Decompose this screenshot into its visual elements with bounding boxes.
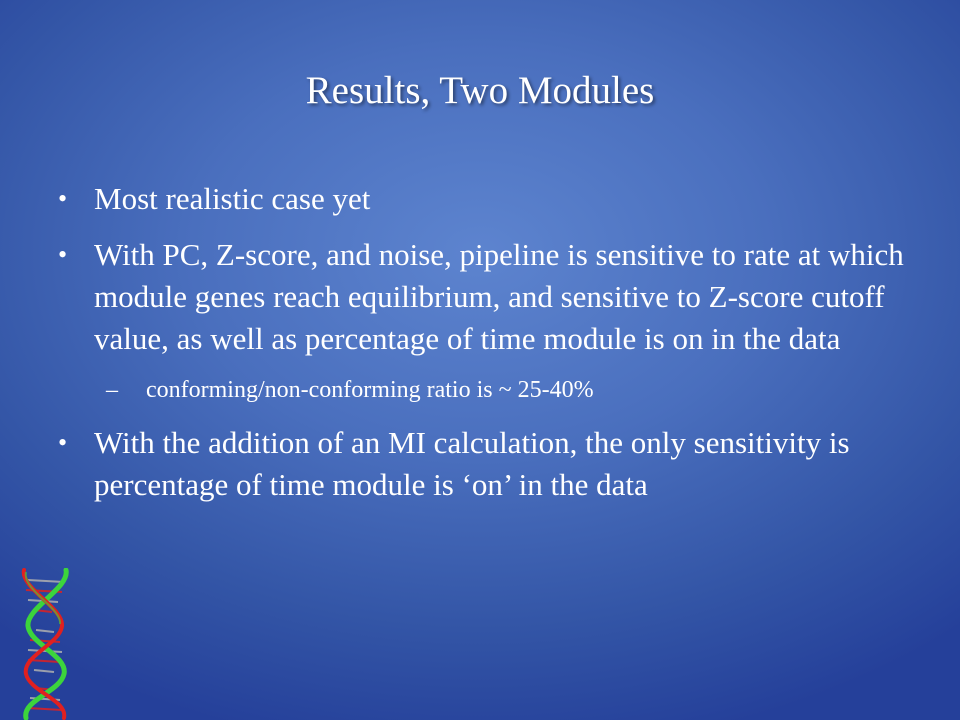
bullet-item <box>58 178 948 220</box>
bullet-item <box>58 422 948 506</box>
bullet-dot: • <box>58 428 68 457</box>
bullet-item <box>58 234 948 360</box>
slide-title: Results, Two Modules <box>305 69 655 112</box>
bullet-dot: • <box>58 184 68 213</box>
sub-bullet-text: conforming/non-conforming ratio is ~ 25-40% <box>146 377 594 403</box>
bullet-text: With the addition of an MI calculation, the only sensitivity is percentage of time module is ‘on’ in the data <box>94 425 850 502</box>
sub-bullet-item <box>58 374 948 406</box>
bullet-text: Most realistic case yet <box>94 181 371 216</box>
dna-helix-icon <box>6 568 86 720</box>
bullet-dot: • <box>58 240 68 269</box>
slide-body <box>58 178 948 520</box>
sub-bullet-dash: – <box>106 377 118 403</box>
bullet-text: With PC, Z-score, and noise, pipeline is sensitive to rate at which module genes reach equilibrium, and sensitive to Z-score cutoff value, as well as percentage of time module is on in the data <box>94 237 904 356</box>
